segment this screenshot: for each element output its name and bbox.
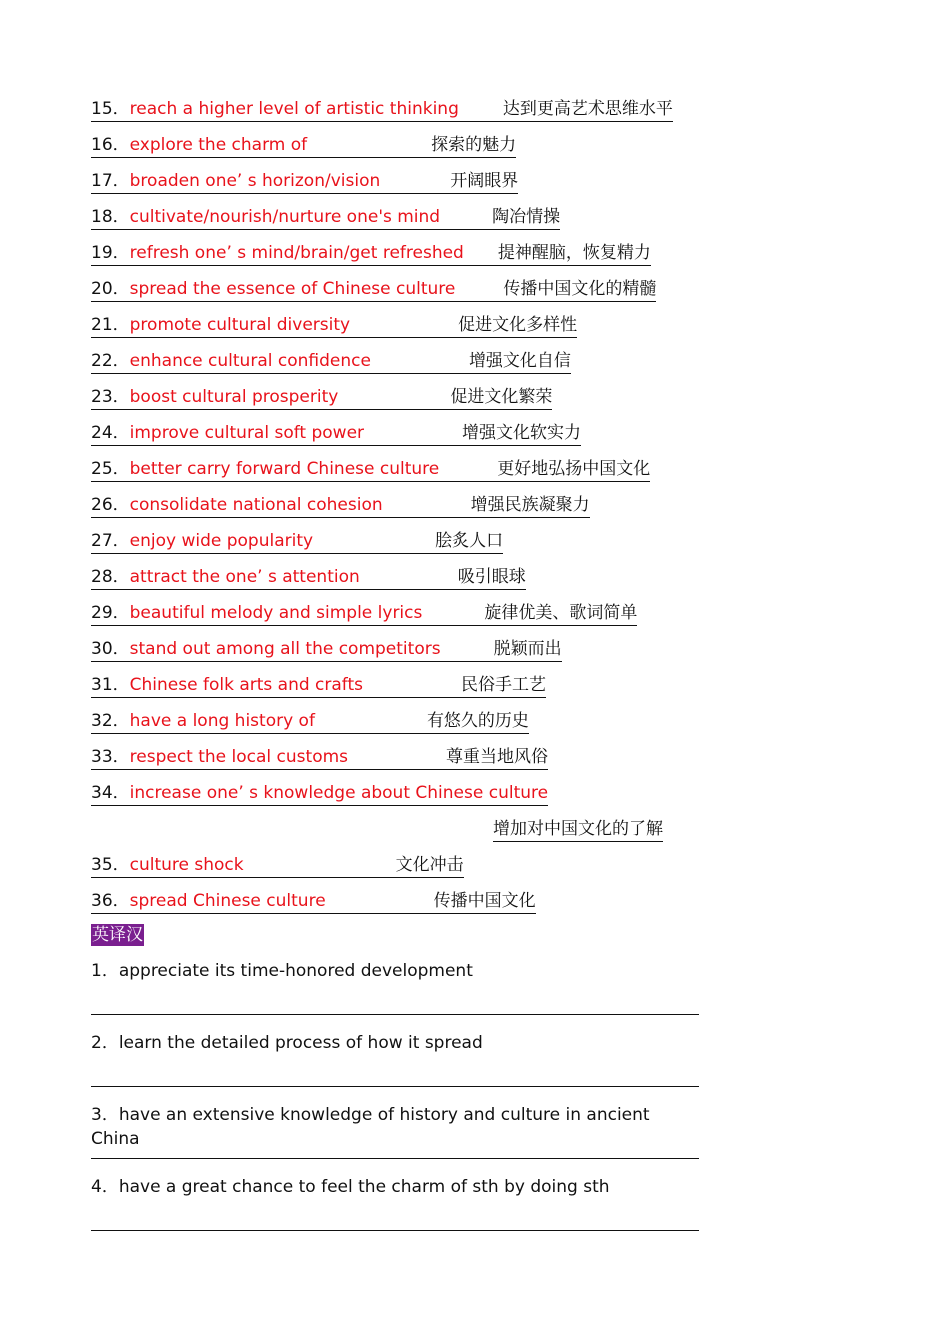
english-phrase: respect the local customs [129, 747, 349, 767]
vocab-item [91, 313, 731, 349]
chinese-meaning: 增加对中国文化的了解 [493, 819, 663, 839]
item-number: 17． [91, 171, 130, 191]
english-phrase: spread the essence of Chinese culture [129, 279, 456, 299]
exercise-item [91, 1103, 701, 1175]
english-phrase: improve cultural soft power [129, 423, 365, 443]
item-number: 34． [91, 783, 130, 803]
chinese-meaning: 尊重当地风俗 [446, 747, 549, 767]
exercise-item [91, 1031, 701, 1103]
vocab-item [91, 565, 731, 601]
chinese-meaning: 增强民族凝聚力 [470, 495, 590, 515]
item-number: 21． [91, 315, 130, 335]
chinese-meaning: 旋律优美、歌词简单 [484, 603, 638, 623]
english-phrase: boost cultural prosperity [129, 387, 339, 407]
answer-line[interactable] [91, 1158, 699, 1159]
chinese-meaning: 吸引眼球 [457, 567, 526, 587]
exercise-prompt: 3．have an extensive knowledge of history and culture in ancient China [91, 1105, 650, 1149]
item-number: 20． [91, 279, 130, 299]
item-number: 35． [91, 855, 130, 875]
vocab-item [91, 637, 731, 673]
vocab-item [91, 385, 731, 421]
vocab-item [91, 133, 731, 169]
english-phrase: better carry forward Chinese culture [129, 459, 440, 479]
vocab-item [91, 457, 731, 493]
item-number: 16． [91, 135, 130, 155]
item-number: 19． [91, 243, 130, 263]
chinese-meaning: 脱颖而出 [493, 639, 562, 659]
item-number: 15． [91, 99, 130, 119]
chinese-meaning: 脍炙人口 [435, 531, 504, 551]
english-phrase: cultivate/nourish/nurture one's mind [129, 207, 441, 227]
item-number: 30． [91, 639, 130, 659]
item-number: 25． [91, 459, 130, 479]
item-number: 33． [91, 747, 130, 767]
chinese-meaning: 探索的魅力 [431, 135, 517, 155]
english-phrase: reach a higher level of artistic thinking [129, 99, 459, 119]
english-phrase: enhance cultural confidence [129, 351, 371, 371]
english-phrase: stand out among all the competitors [129, 639, 441, 659]
item-number: 32． [91, 711, 130, 731]
vocab-list [91, 97, 731, 925]
vocab-item [91, 709, 731, 745]
chinese-meaning: 促进文化繁荣 [450, 387, 553, 407]
english-phrase: consolidate national cohesion [129, 495, 383, 515]
exercise-prompt: 4．have a great chance to feel the charm of sth by doing sth [91, 1177, 610, 1197]
vocab-item [91, 241, 731, 277]
english-phrase: increase one’ s knowledge about Chinese culture [129, 783, 549, 803]
chinese-meaning: 增强文化自信 [468, 351, 571, 371]
english-phrase: spread Chinese culture [129, 891, 326, 911]
item-number: 31． [91, 675, 130, 695]
vocab-item [91, 745, 731, 781]
answer-line[interactable] [91, 1230, 699, 1231]
item-number: 28． [91, 567, 130, 587]
translation-exercise-list [91, 959, 701, 1247]
vocab-item [91, 673, 731, 709]
vocab-item [91, 349, 731, 385]
english-phrase: have a long history of [129, 711, 315, 731]
exercise-prompt: 1．appreciate its time-honored development [91, 961, 473, 981]
item-number: 29． [91, 603, 130, 623]
chinese-meaning: 民俗手工艺 [461, 675, 547, 695]
item-number: 18． [91, 207, 130, 227]
answer-line[interactable] [91, 1086, 699, 1087]
vocab-item [91, 601, 731, 637]
chinese-meaning: 达到更高艺术思维水平 [502, 99, 673, 119]
english-phrase: culture shock [129, 855, 244, 875]
exercise-item [91, 1175, 701, 1247]
chinese-meaning: 开阔眼界 [450, 171, 519, 191]
vocab-item [91, 205, 731, 241]
item-number: 36． [91, 891, 130, 911]
chinese-meaning: 传播中国文化的精髓 [503, 279, 657, 299]
chinese-meaning: 陶冶情操 [492, 207, 561, 227]
chinese-meaning: 传播中国文化 [433, 891, 536, 911]
chinese-meaning: 文化冲击 [395, 855, 464, 875]
english-phrase: explore the charm of [129, 135, 308, 155]
vocab-item [91, 277, 731, 313]
english-phrase: refresh one’ s mind/brain/get refreshed [129, 243, 464, 263]
item-number: 27． [91, 531, 130, 551]
item-number: 23． [91, 387, 130, 407]
chinese-meaning: 提神醒脑，恢复精力 [497, 243, 651, 263]
english-phrase: beautiful melody and simple lyrics [129, 603, 423, 623]
vocab-item [91, 853, 731, 889]
english-phrase: promote cultural diversity [129, 315, 351, 335]
english-phrase: Chinese folk arts and crafts [129, 675, 364, 695]
vocab-item-continuation [91, 817, 731, 853]
exercise-item [91, 959, 701, 1031]
vocab-item [91, 529, 731, 565]
exercise-prompt: 2．learn the detailed process of how it spread [91, 1033, 483, 1053]
chinese-meaning: 有悠久的历史 [426, 711, 529, 731]
chinese-meaning: 促进文化多样性 [458, 315, 578, 335]
english-phrase: enjoy wide popularity [129, 531, 314, 551]
answer-line[interactable] [91, 1014, 699, 1015]
vocab-item [91, 781, 731, 817]
english-phrase: attract the one’ s attention [129, 567, 360, 587]
vocab-item [91, 421, 731, 457]
item-number: 22． [91, 351, 130, 371]
vocab-item [91, 493, 731, 529]
chinese-meaning: 增强文化软实力 [462, 423, 582, 443]
vocab-item [91, 169, 731, 205]
vocab-item [91, 97, 731, 133]
item-number: 24． [91, 423, 130, 443]
chinese-meaning: 更好地弘扬中国文化 [497, 459, 651, 479]
vocab-item [91, 889, 731, 925]
item-number: 26． [91, 495, 130, 515]
english-phrase: broaden one’ s horizon/vision [129, 171, 381, 191]
section-heading: 英译汉 [92, 925, 143, 945]
